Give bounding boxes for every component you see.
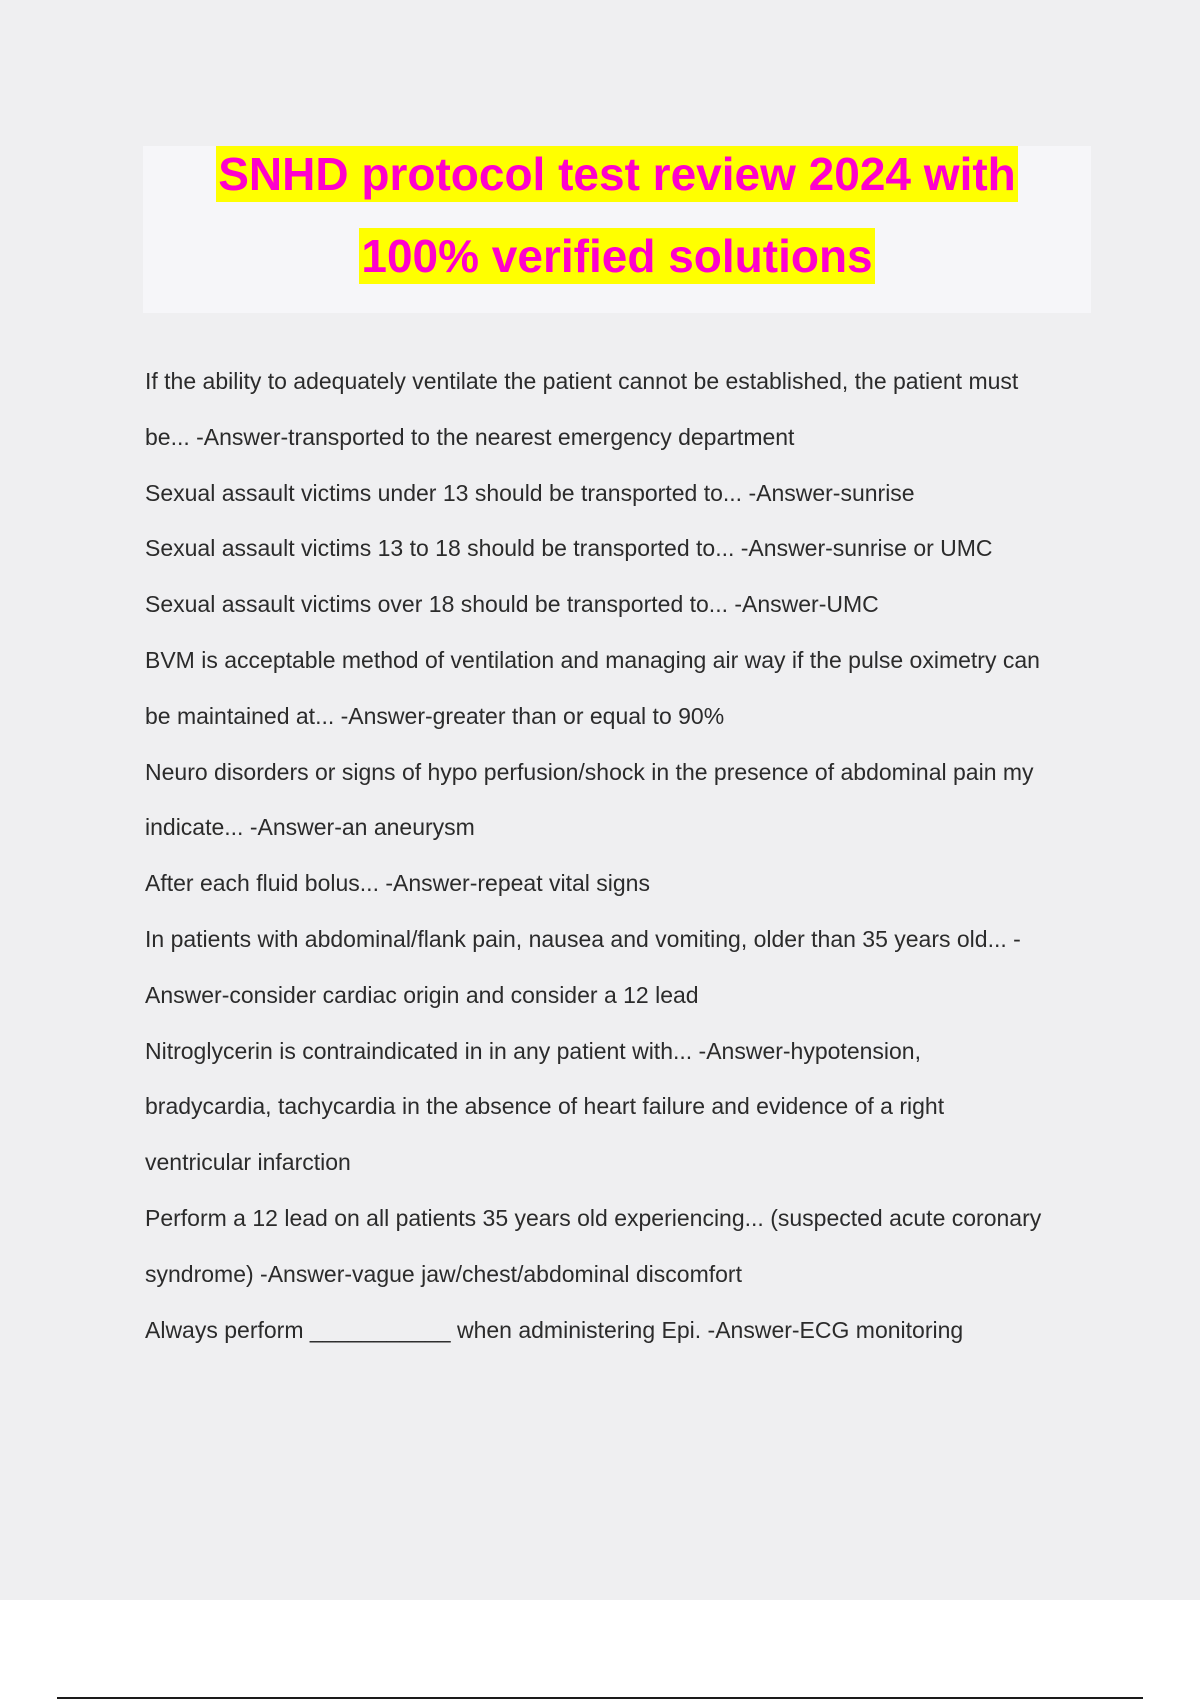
text-line: Sexual assault victims 13 to 18 should be transported to... -Answer-sunrise or UMC	[145, 535, 993, 562]
text-line: be maintained at... -Answer-greater than or equal to 90%	[145, 702, 725, 729]
text-line: be... -Answer-transported to the nearest emergency department	[145, 423, 795, 450]
document-body	[145, 354, 1105, 1358]
text-line: BVM is acceptable method of ventilation and managing air way if the pulse oximetry can	[145, 646, 1040, 673]
text-line: If the ability to adequately ventilate the patient cannot be established, the patient must	[145, 368, 1019, 394]
text-line: Sexual assault victims under 13 should be transported to... -Answer-sunrise	[145, 479, 915, 506]
title-line-1: SNHD protocol test review 2024 with	[218, 148, 1016, 200]
title-line-2: 100% verified solutions	[361, 230, 873, 282]
title-block	[143, 146, 1091, 313]
text-line: indicate... -Answer-an aneurysm	[145, 814, 475, 841]
text-line: After each fluid bolus... -Answer-repeat vital signs	[145, 870, 650, 897]
page-divider	[57, 1697, 1143, 1699]
text-line: Always perform ___________ when administering Epi. -Answer-ECG monitoring	[145, 1316, 964, 1343]
text-line: ventricular infarction	[145, 1149, 351, 1176]
text-line: In patients with abdominal/flank pain, nausea and vomiting, older than 35 years old... -	[145, 925, 1021, 952]
text-line: syndrome) -Answer-vague jaw/chest/abdominal discomfort	[145, 1260, 742, 1287]
text-line: Sexual assault victims over 18 should be transported to... -Answer-UMC	[145, 591, 879, 618]
text-line: Nitroglycerin is contraindicated in in any patient with... -Answer-hypotension,	[145, 1037, 921, 1064]
text-line: Neuro disorders or signs of hypo perfusion/shock in the presence of abdominal pain my	[145, 758, 1034, 785]
text-line: Perform a 12 lead on all patients 35 years old experiencing... (suspected acute coronary	[145, 1204, 1042, 1231]
text-line: bradycardia, tachycardia in the absence of heart failure and evidence of a right	[145, 1093, 945, 1120]
text-line: Answer-consider cardiac origin and consider a 12 lead	[145, 981, 699, 1008]
